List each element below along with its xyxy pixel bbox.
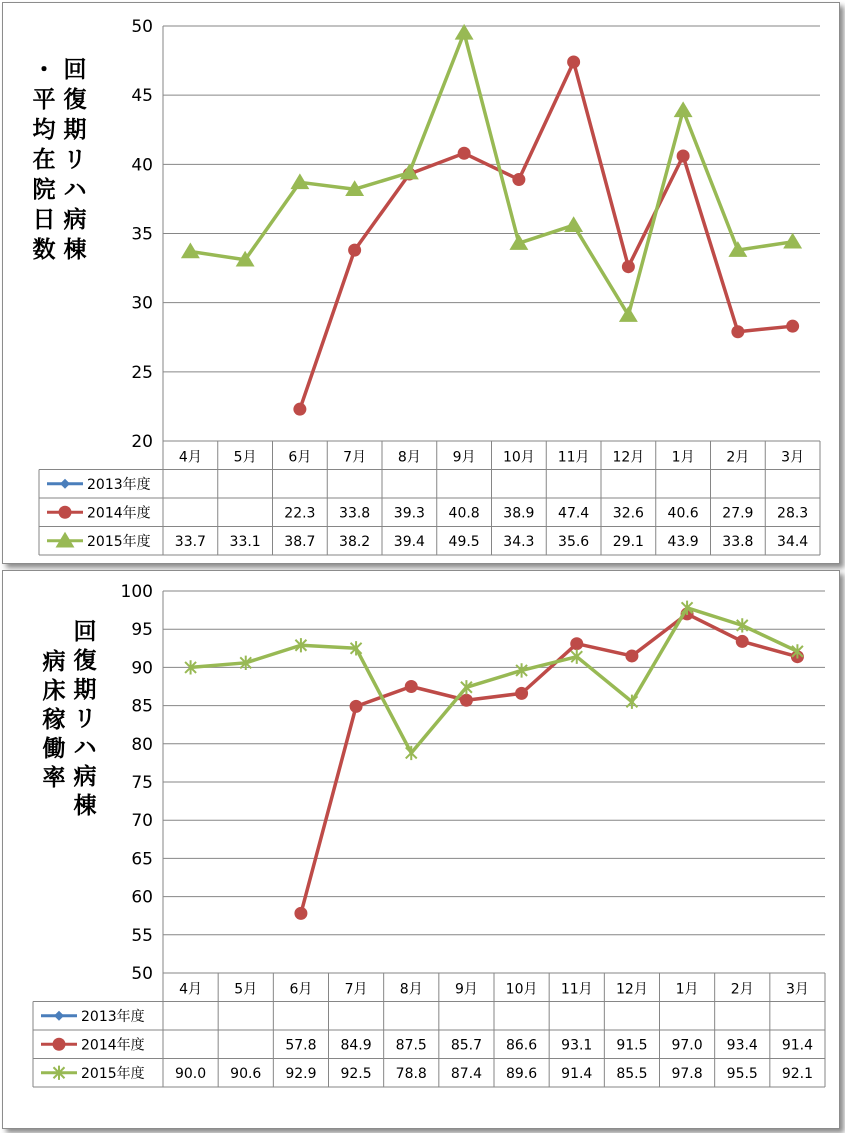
- data-point: [567, 55, 580, 68]
- legend-marker: [53, 1038, 66, 1051]
- table-value: 89.6: [505, 1065, 538, 1082]
- x-tick-label: 9月: [452, 449, 476, 466]
- table-value: 38.2: [339, 533, 371, 550]
- table-value: 93.1: [561, 1037, 593, 1054]
- data-point: [460, 694, 473, 707]
- table-value: 87.4: [450, 1065, 483, 1082]
- y-axis-label-char: 働: [42, 736, 66, 762]
- x-tick-label: 2月: [726, 449, 750, 466]
- data-point: [294, 907, 307, 920]
- data-table: [39, 441, 820, 555]
- series-line: [190, 33, 792, 315]
- data-point: [348, 244, 361, 257]
- y-tick-label: 50: [131, 964, 153, 984]
- table-value: 92.5: [340, 1065, 372, 1082]
- x-tick-label: 4月: [178, 449, 202, 466]
- y-axis-label-char: 率: [42, 765, 66, 791]
- table-value: 43.9: [667, 533, 699, 550]
- table-value: 38.9: [503, 505, 535, 522]
- table-value: 57.8: [285, 1037, 317, 1054]
- legend-entry: 2015年度: [87, 533, 151, 550]
- table-value: 34.4: [777, 533, 809, 550]
- table-value: 40.6: [667, 505, 699, 522]
- x-tick-label: 9月: [454, 981, 478, 998]
- table-value: 97.0: [671, 1037, 703, 1054]
- y-axis-label-char: 病: [73, 764, 97, 790]
- chart-panel-los: [2, 2, 840, 564]
- x-tick-label: 3月: [781, 449, 805, 466]
- table-value: 91.5: [616, 1037, 648, 1054]
- y-axis-label-char: ・: [32, 57, 56, 83]
- y-axis-label-char: 在: [32, 147, 56, 173]
- table-value: 78.8: [395, 1065, 427, 1082]
- y-tick-label: 80: [131, 734, 153, 755]
- y-axis-label-char: 回: [73, 619, 97, 645]
- y-axis-label-char: リ: [63, 147, 87, 173]
- x-tick-label: 5月: [233, 449, 257, 466]
- y-axis-label-char: 病: [42, 649, 66, 675]
- table-value: 95.5: [726, 1065, 758, 1082]
- y-tick-label: 30: [131, 293, 153, 314]
- data-point: [512, 173, 525, 186]
- table-value: 85.7: [450, 1037, 483, 1054]
- y-tick-label: 55: [131, 925, 153, 946]
- table-value: 39.3: [393, 505, 425, 522]
- data-table: [33, 973, 825, 1087]
- x-tick-label: 6月: [288, 449, 312, 466]
- gridlines: [163, 26, 820, 441]
- data-point: [783, 233, 802, 249]
- series-line: [301, 614, 798, 913]
- chart-panel-occupancy: [2, 570, 840, 1129]
- table-value: 49.5: [448, 533, 480, 550]
- data-point: [674, 101, 693, 117]
- y-axis-label-char: 期: [73, 677, 97, 703]
- legend-entry: 2015年度: [81, 1065, 145, 1082]
- y-axis-label-char: ハ: [63, 177, 87, 203]
- x-tick-label: 1月: [675, 981, 699, 998]
- data-point: [181, 242, 200, 258]
- table-value: 84.9: [340, 1037, 372, 1054]
- y-axis-label-char: ハ: [73, 735, 97, 761]
- table-value: 87.5: [395, 1037, 427, 1054]
- y-axis-label-char: 棟: [63, 237, 87, 263]
- table-value: 92.9: [285, 1065, 317, 1082]
- x-tick-label: 7月: [344, 981, 368, 998]
- x-tick-label: 2月: [730, 981, 754, 998]
- table-value: 33.8: [339, 505, 371, 522]
- data-point: [622, 260, 635, 273]
- table-value: 91.4: [781, 1037, 814, 1054]
- table-value: 93.4: [726, 1037, 758, 1054]
- y-axis-label-char: 期: [63, 117, 87, 143]
- gridlines: [163, 591, 825, 973]
- y-axis-label-char: 回: [63, 57, 87, 83]
- x-tick-label: 11月: [560, 981, 593, 998]
- x-tick-label: 10月: [502, 449, 535, 466]
- y-axis-label-char: リ: [73, 706, 97, 732]
- table-value: 27.9: [722, 505, 754, 522]
- y-tick-label: 85: [131, 696, 153, 717]
- y-axis-label-char: 棟: [73, 793, 97, 819]
- y-tick-label: 65: [131, 849, 153, 870]
- y-tick-label: 70: [131, 811, 153, 832]
- x-tick-label: 3月: [785, 981, 809, 998]
- occupancy-chart: [3, 571, 839, 1128]
- y-tick-label: 20: [131, 432, 153, 452]
- legend-marker: [54, 1011, 64, 1021]
- y-tick-label: 100: [120, 582, 153, 602]
- x-tick-label: 6月: [289, 981, 313, 998]
- data-point: [350, 700, 363, 713]
- data-point: [786, 320, 799, 333]
- x-tick-label: 8月: [399, 981, 423, 998]
- y-axis-label-char: 床: [42, 678, 66, 704]
- data-point: [625, 649, 638, 662]
- y-tick-label: 35: [131, 224, 153, 245]
- table-value: 22.3: [284, 505, 316, 522]
- data-point: [406, 746, 417, 760]
- table-value: 32.6: [612, 505, 644, 522]
- los-chart: [3, 3, 839, 563]
- y-axis-label-char: 均: [32, 117, 56, 143]
- table-value: 28.3: [777, 505, 809, 522]
- y-tick-label: 40: [131, 155, 153, 176]
- data-point: [515, 687, 528, 700]
- y-tick-label: 25: [131, 362, 153, 383]
- legend-entry: 2014年度: [81, 1037, 145, 1054]
- table-value: 33.1: [229, 533, 261, 550]
- data-point: [564, 216, 583, 232]
- data-point: [677, 150, 690, 163]
- data-point: [736, 635, 749, 648]
- y-tick-label: 75: [131, 773, 153, 793]
- legend-entry: 2013年度: [81, 1008, 145, 1025]
- legend-entry: 2013年度: [87, 476, 151, 493]
- table-value: 90.6: [230, 1065, 262, 1082]
- data-point: [293, 403, 306, 416]
- legend-entry: 2014年度: [87, 505, 151, 522]
- table-value: 33.7: [174, 533, 206, 550]
- legend-marker: [59, 506, 72, 519]
- table-value: 47.4: [558, 505, 590, 522]
- y-axis-label-char: 日: [32, 207, 56, 233]
- x-tick-label: 7月: [343, 449, 367, 466]
- table-value: 33.8: [722, 533, 754, 550]
- x-tick-label: 12月: [612, 449, 645, 466]
- table-value: 86.6: [505, 1037, 538, 1054]
- legend-marker: [60, 479, 70, 489]
- table-value: 38.7: [284, 533, 316, 550]
- x-tick-label: 1月: [671, 449, 695, 466]
- table-value: 39.4: [393, 533, 425, 550]
- y-tick-label: 95: [131, 620, 153, 641]
- table-value: 91.4: [561, 1065, 593, 1082]
- table-value: 35.6: [558, 533, 590, 550]
- data-point: [731, 325, 744, 338]
- y-axis-label-char: 復: [63, 87, 87, 113]
- y-axis-label-char: 稼: [42, 707, 66, 733]
- data-point: [619, 306, 638, 322]
- y-tick-label: 60: [131, 887, 153, 908]
- y-tick-label: 90: [131, 658, 153, 679]
- data-point: [405, 680, 418, 693]
- y-tick-label: 50: [131, 17, 153, 37]
- table-value: 29.1: [612, 533, 644, 550]
- table-value: 90.0: [174, 1065, 207, 1082]
- y-axis-label-char: 平: [32, 87, 56, 113]
- y-tick-label: 45: [131, 86, 153, 107]
- y-axis-label-char: 病: [63, 207, 87, 233]
- table-value: 34.3: [503, 533, 535, 550]
- data-point: [458, 147, 471, 160]
- table-value: 97.8: [671, 1065, 703, 1082]
- table-value: 92.1: [781, 1065, 814, 1082]
- y-axis-label-char: 復: [73, 648, 97, 674]
- y-axis-label-char: 数: [32, 237, 56, 263]
- x-tick-label: 12月: [616, 981, 648, 998]
- data-point: [626, 695, 637, 709]
- table-value: 85.5: [616, 1065, 648, 1082]
- y-axis-label-char: 院: [32, 177, 56, 203]
- table-value: 40.8: [448, 505, 480, 522]
- data-point: [290, 173, 309, 189]
- x-tick-label: 8月: [397, 449, 421, 466]
- x-tick-label: 4月: [179, 981, 203, 998]
- x-tick-label: 11月: [557, 449, 590, 466]
- x-tick-label: 10月: [505, 981, 538, 998]
- x-tick-label: 5月: [234, 981, 258, 998]
- data-point: [570, 637, 583, 650]
